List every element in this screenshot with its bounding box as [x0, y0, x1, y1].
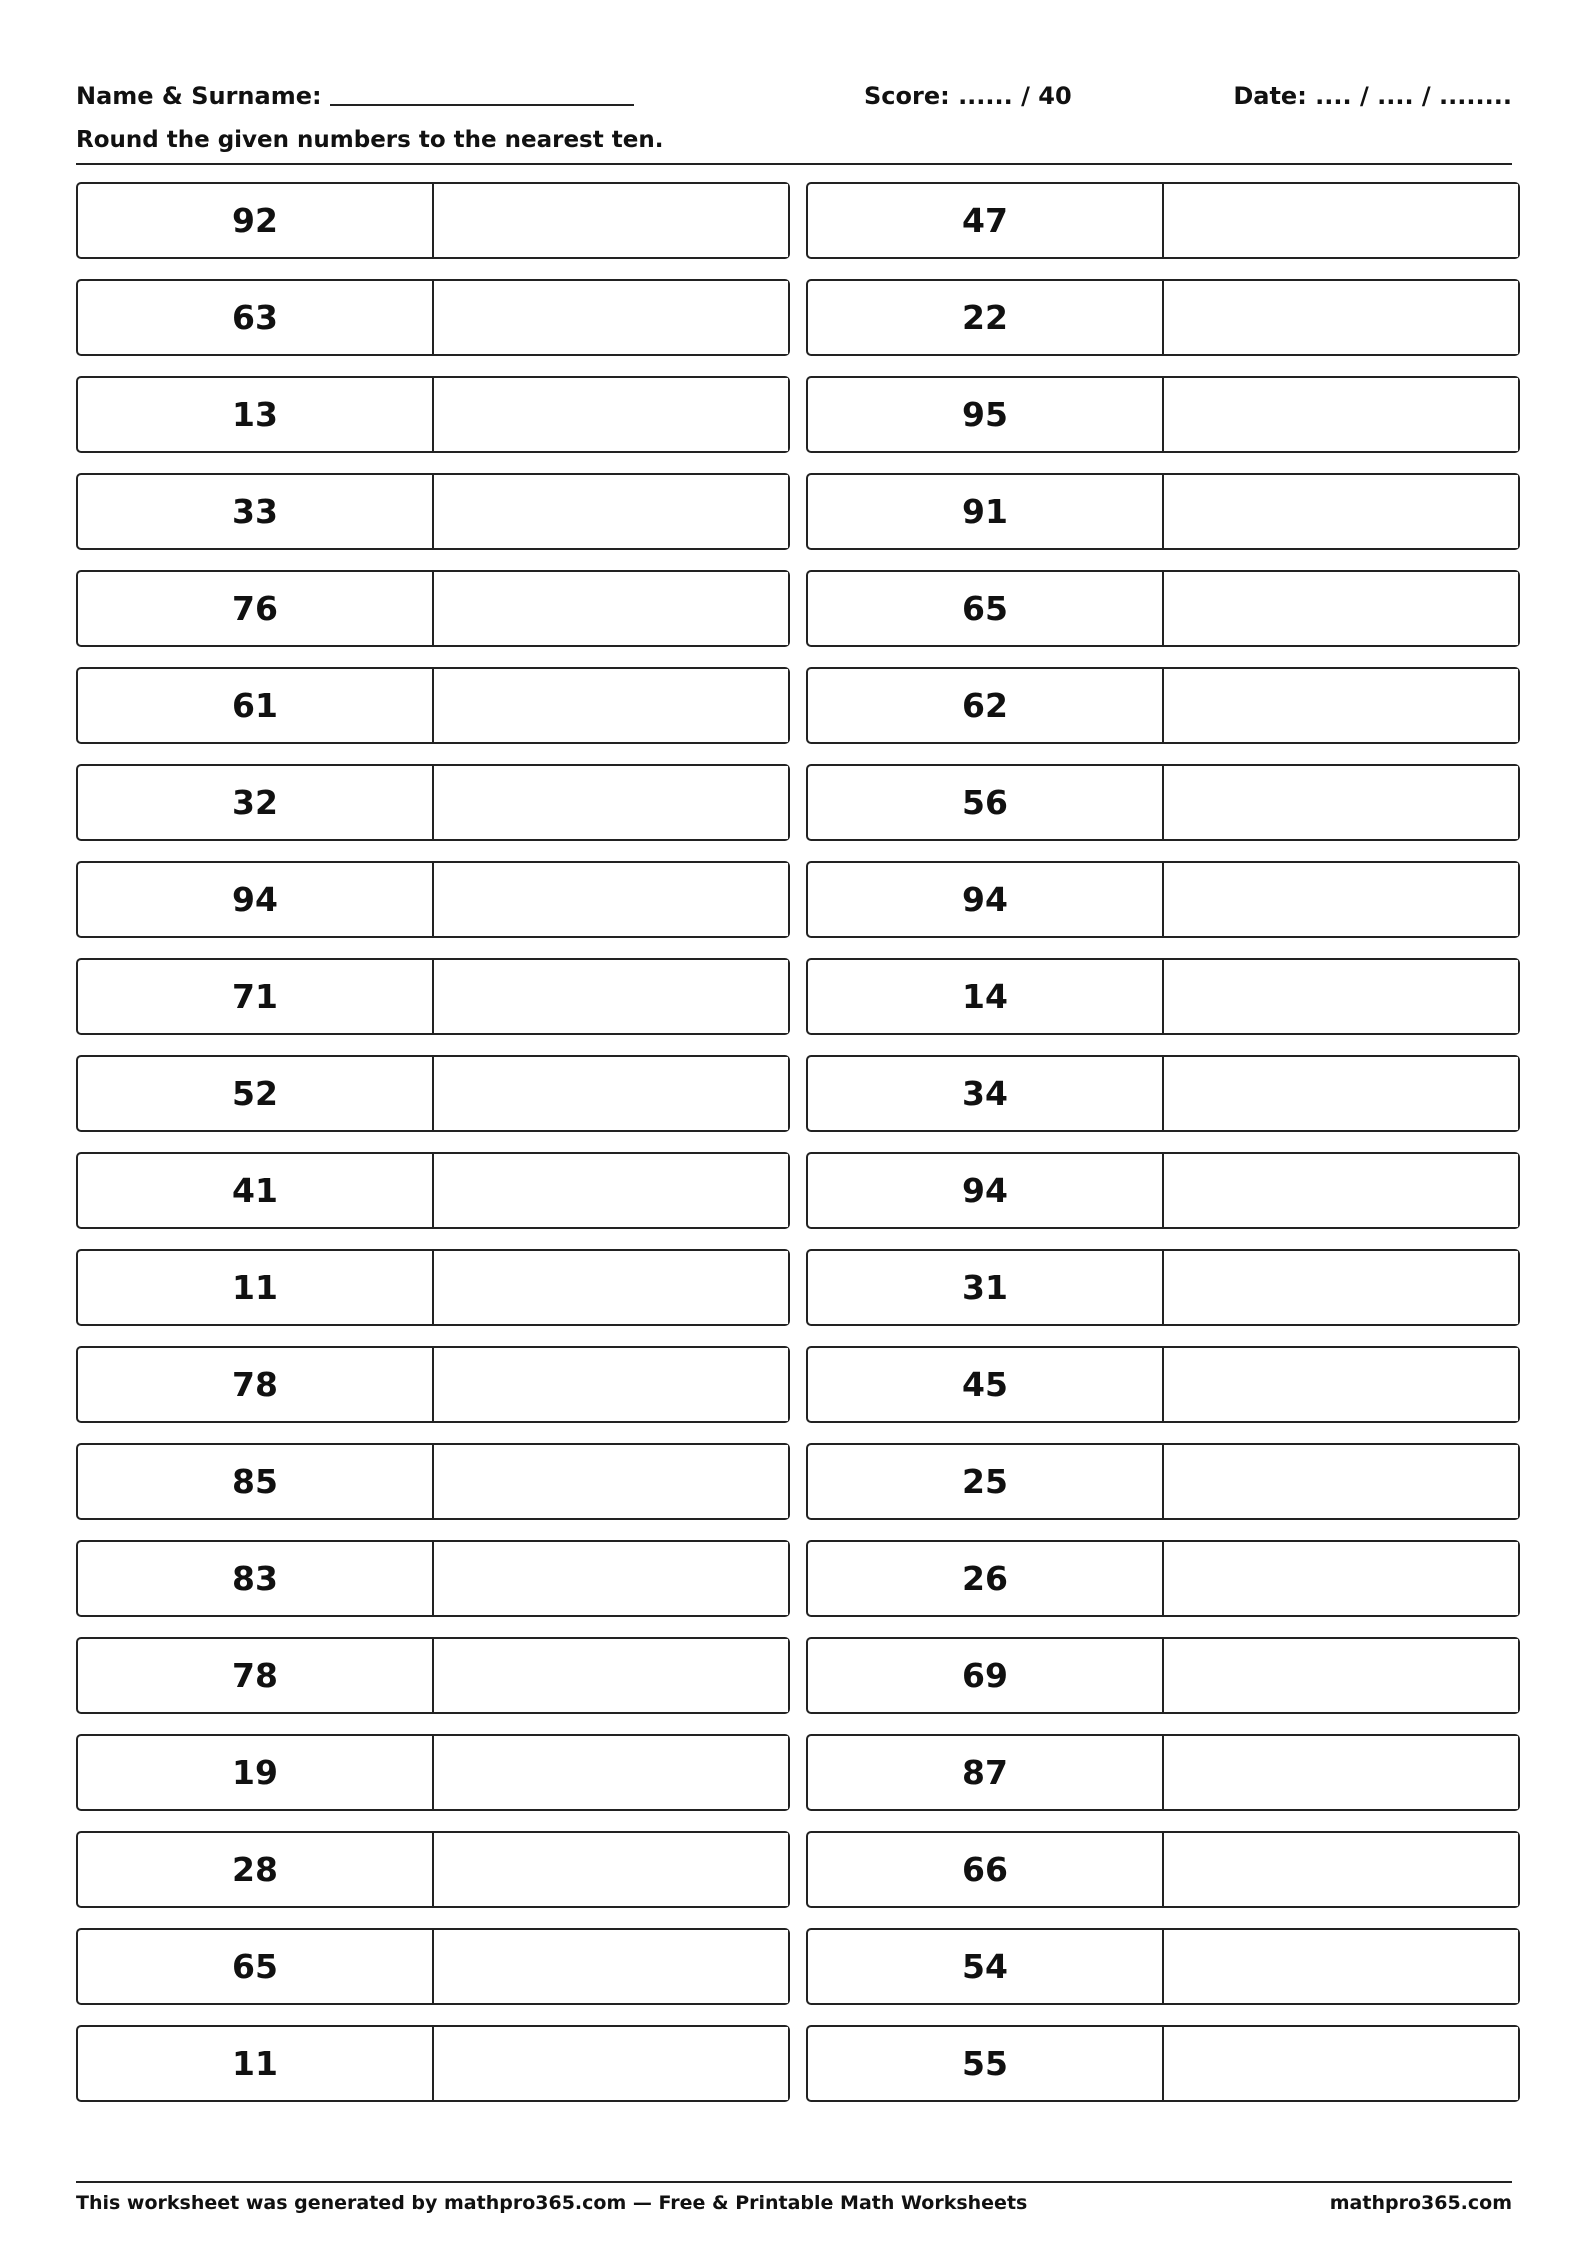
problem-row	[806, 667, 1520, 744]
answer-box[interactable]	[1164, 1639, 1518, 1712]
problem-row	[76, 1055, 790, 1132]
answer-box[interactable]	[434, 475, 788, 548]
problem-row	[76, 1928, 790, 2005]
problem-number: 14	[808, 960, 1164, 1033]
answer-box[interactable]	[1164, 669, 1518, 742]
problem-row	[76, 958, 790, 1035]
problem-row	[806, 1637, 1520, 1714]
answer-box[interactable]	[434, 281, 788, 354]
problem-number: 26	[808, 1542, 1164, 1615]
problem-number: 65	[78, 1930, 434, 2003]
problem-number: 11	[78, 1251, 434, 1324]
problem-row	[806, 1831, 1520, 1908]
date-label: Date: .... / .... / ........	[1233, 82, 1512, 110]
footer-divider	[76, 2181, 1512, 2183]
problem-number: 94	[808, 863, 1164, 936]
problem-number: 54	[808, 1930, 1164, 2003]
answer-box[interactable]	[1164, 475, 1518, 548]
problem-row	[76, 1443, 790, 1520]
problem-row	[76, 667, 790, 744]
header-divider	[76, 163, 1512, 165]
problem-number: 87	[808, 1736, 1164, 1809]
footer-credit: This worksheet was generated by mathpro365.com — Free & Printable Math Worksheets	[76, 2192, 1028, 2214]
problem-number: 32	[78, 766, 434, 839]
problem-number: 65	[808, 572, 1164, 645]
problem-row	[806, 279, 1520, 356]
problem-number: 47	[808, 184, 1164, 257]
answer-box[interactable]	[434, 1057, 788, 1130]
answer-box[interactable]	[434, 1348, 788, 1421]
answer-box[interactable]	[1164, 1542, 1518, 1615]
answer-box[interactable]	[1164, 766, 1518, 839]
answer-box[interactable]	[1164, 1736, 1518, 1809]
problem-row	[806, 1055, 1520, 1132]
problem-number: 61	[78, 669, 434, 742]
problem-number: 13	[78, 378, 434, 451]
problem-number: 83	[78, 1542, 434, 1615]
problem-number: 55	[808, 2027, 1164, 2100]
problem-row	[806, 1734, 1520, 1811]
problem-row	[806, 1152, 1520, 1229]
problem-number: 52	[78, 1057, 434, 1130]
problem-row	[76, 570, 790, 647]
answer-box[interactable]	[434, 572, 788, 645]
problem-row	[76, 182, 790, 259]
answer-box[interactable]	[434, 1154, 788, 1227]
problem-number: 63	[78, 281, 434, 354]
problem-row	[76, 1831, 790, 1908]
problem-row	[76, 1152, 790, 1229]
name-surname-field[interactable]	[76, 80, 634, 112]
answer-box[interactable]	[434, 1833, 788, 1906]
problem-number: 25	[808, 1445, 1164, 1518]
problem-number: 41	[78, 1154, 434, 1227]
problem-row	[806, 1540, 1520, 1617]
problem-row	[806, 376, 1520, 453]
answer-box[interactable]	[434, 2027, 788, 2100]
problem-row	[76, 764, 790, 841]
answer-box[interactable]	[434, 1930, 788, 2003]
problem-number: 34	[808, 1057, 1164, 1130]
problem-number: 66	[808, 1833, 1164, 1906]
problem-number: 92	[78, 184, 434, 257]
answer-box[interactable]	[434, 766, 788, 839]
problem-row	[76, 861, 790, 938]
answer-box[interactable]	[434, 1639, 788, 1712]
problem-number: 76	[78, 572, 434, 645]
problem-number: 19	[78, 1736, 434, 1809]
problem-row	[806, 764, 1520, 841]
problem-number: 91	[808, 475, 1164, 548]
answer-box[interactable]	[434, 863, 788, 936]
problem-number: 22	[808, 281, 1164, 354]
problem-number: 71	[78, 960, 434, 1033]
answer-box[interactable]	[1164, 1445, 1518, 1518]
problem-number: 28	[78, 1833, 434, 1906]
score-label: Score: ...... / 40	[864, 82, 1072, 110]
name-surname-label: Name & Surname:	[76, 82, 322, 110]
problem-number: 95	[808, 378, 1164, 451]
problem-number: 78	[78, 1639, 434, 1712]
answer-box[interactable]	[434, 378, 788, 451]
problem-row	[806, 182, 1520, 259]
answer-box[interactable]	[1164, 1154, 1518, 1227]
answer-box[interactable]	[1164, 1348, 1518, 1421]
problem-column-left	[76, 182, 790, 2122]
answer-box[interactable]	[434, 960, 788, 1033]
answer-box[interactable]	[434, 1542, 788, 1615]
problem-number: 94	[808, 1154, 1164, 1227]
problem-number: 33	[78, 475, 434, 548]
answer-box[interactable]	[1164, 960, 1518, 1033]
problem-number: 94	[78, 863, 434, 936]
answer-box[interactable]	[1164, 1833, 1518, 1906]
problem-row	[806, 1443, 1520, 1520]
answer-box[interactable]	[1164, 2027, 1518, 2100]
problem-row	[806, 1346, 1520, 1423]
answer-box[interactable]	[1164, 863, 1518, 936]
problem-row	[806, 1249, 1520, 1326]
problem-number: 78	[78, 1348, 434, 1421]
answer-box[interactable]	[1164, 281, 1518, 354]
problem-row	[806, 861, 1520, 938]
problem-row	[76, 1540, 790, 1617]
answer-box[interactable]	[1164, 1057, 1518, 1130]
answer-box[interactable]	[1164, 1930, 1518, 2003]
problem-number: 85	[78, 1445, 434, 1518]
answer-box[interactable]	[1164, 184, 1518, 257]
problem-number: 56	[808, 766, 1164, 839]
name-surname-line[interactable]	[330, 90, 634, 106]
problem-row	[806, 570, 1520, 647]
answer-box[interactable]	[1164, 572, 1518, 645]
problem-row	[806, 958, 1520, 1035]
problem-column-right	[806, 182, 1520, 2122]
problem-row	[76, 279, 790, 356]
problem-row	[76, 1734, 790, 1811]
problem-row	[76, 376, 790, 453]
problem-number: 62	[808, 669, 1164, 742]
problem-row	[76, 473, 790, 550]
problem-row	[76, 1249, 790, 1326]
answer-box[interactable]	[434, 669, 788, 742]
problem-number: 11	[78, 2027, 434, 2100]
answer-box[interactable]	[434, 184, 788, 257]
problem-row	[76, 1346, 790, 1423]
problem-number: 45	[808, 1348, 1164, 1421]
problem-number: 69	[808, 1639, 1164, 1712]
problem-row	[806, 2025, 1520, 2102]
footer-site-link[interactable]: mathpro365.com	[1329, 2192, 1512, 2214]
answer-box[interactable]	[434, 1736, 788, 1809]
worksheet-header	[76, 80, 1512, 112]
answer-box[interactable]	[1164, 1251, 1518, 1324]
answer-box[interactable]	[1164, 378, 1518, 451]
problem-row	[76, 2025, 790, 2102]
problem-number: 31	[808, 1251, 1164, 1324]
problem-row	[806, 473, 1520, 550]
answer-box[interactable]	[434, 1251, 788, 1324]
problem-row	[806, 1928, 1520, 2005]
answer-box[interactable]	[434, 1445, 788, 1518]
instructions-text: Round the given numbers to the nearest ten.	[76, 127, 664, 153]
problem-row	[76, 1637, 790, 1714]
